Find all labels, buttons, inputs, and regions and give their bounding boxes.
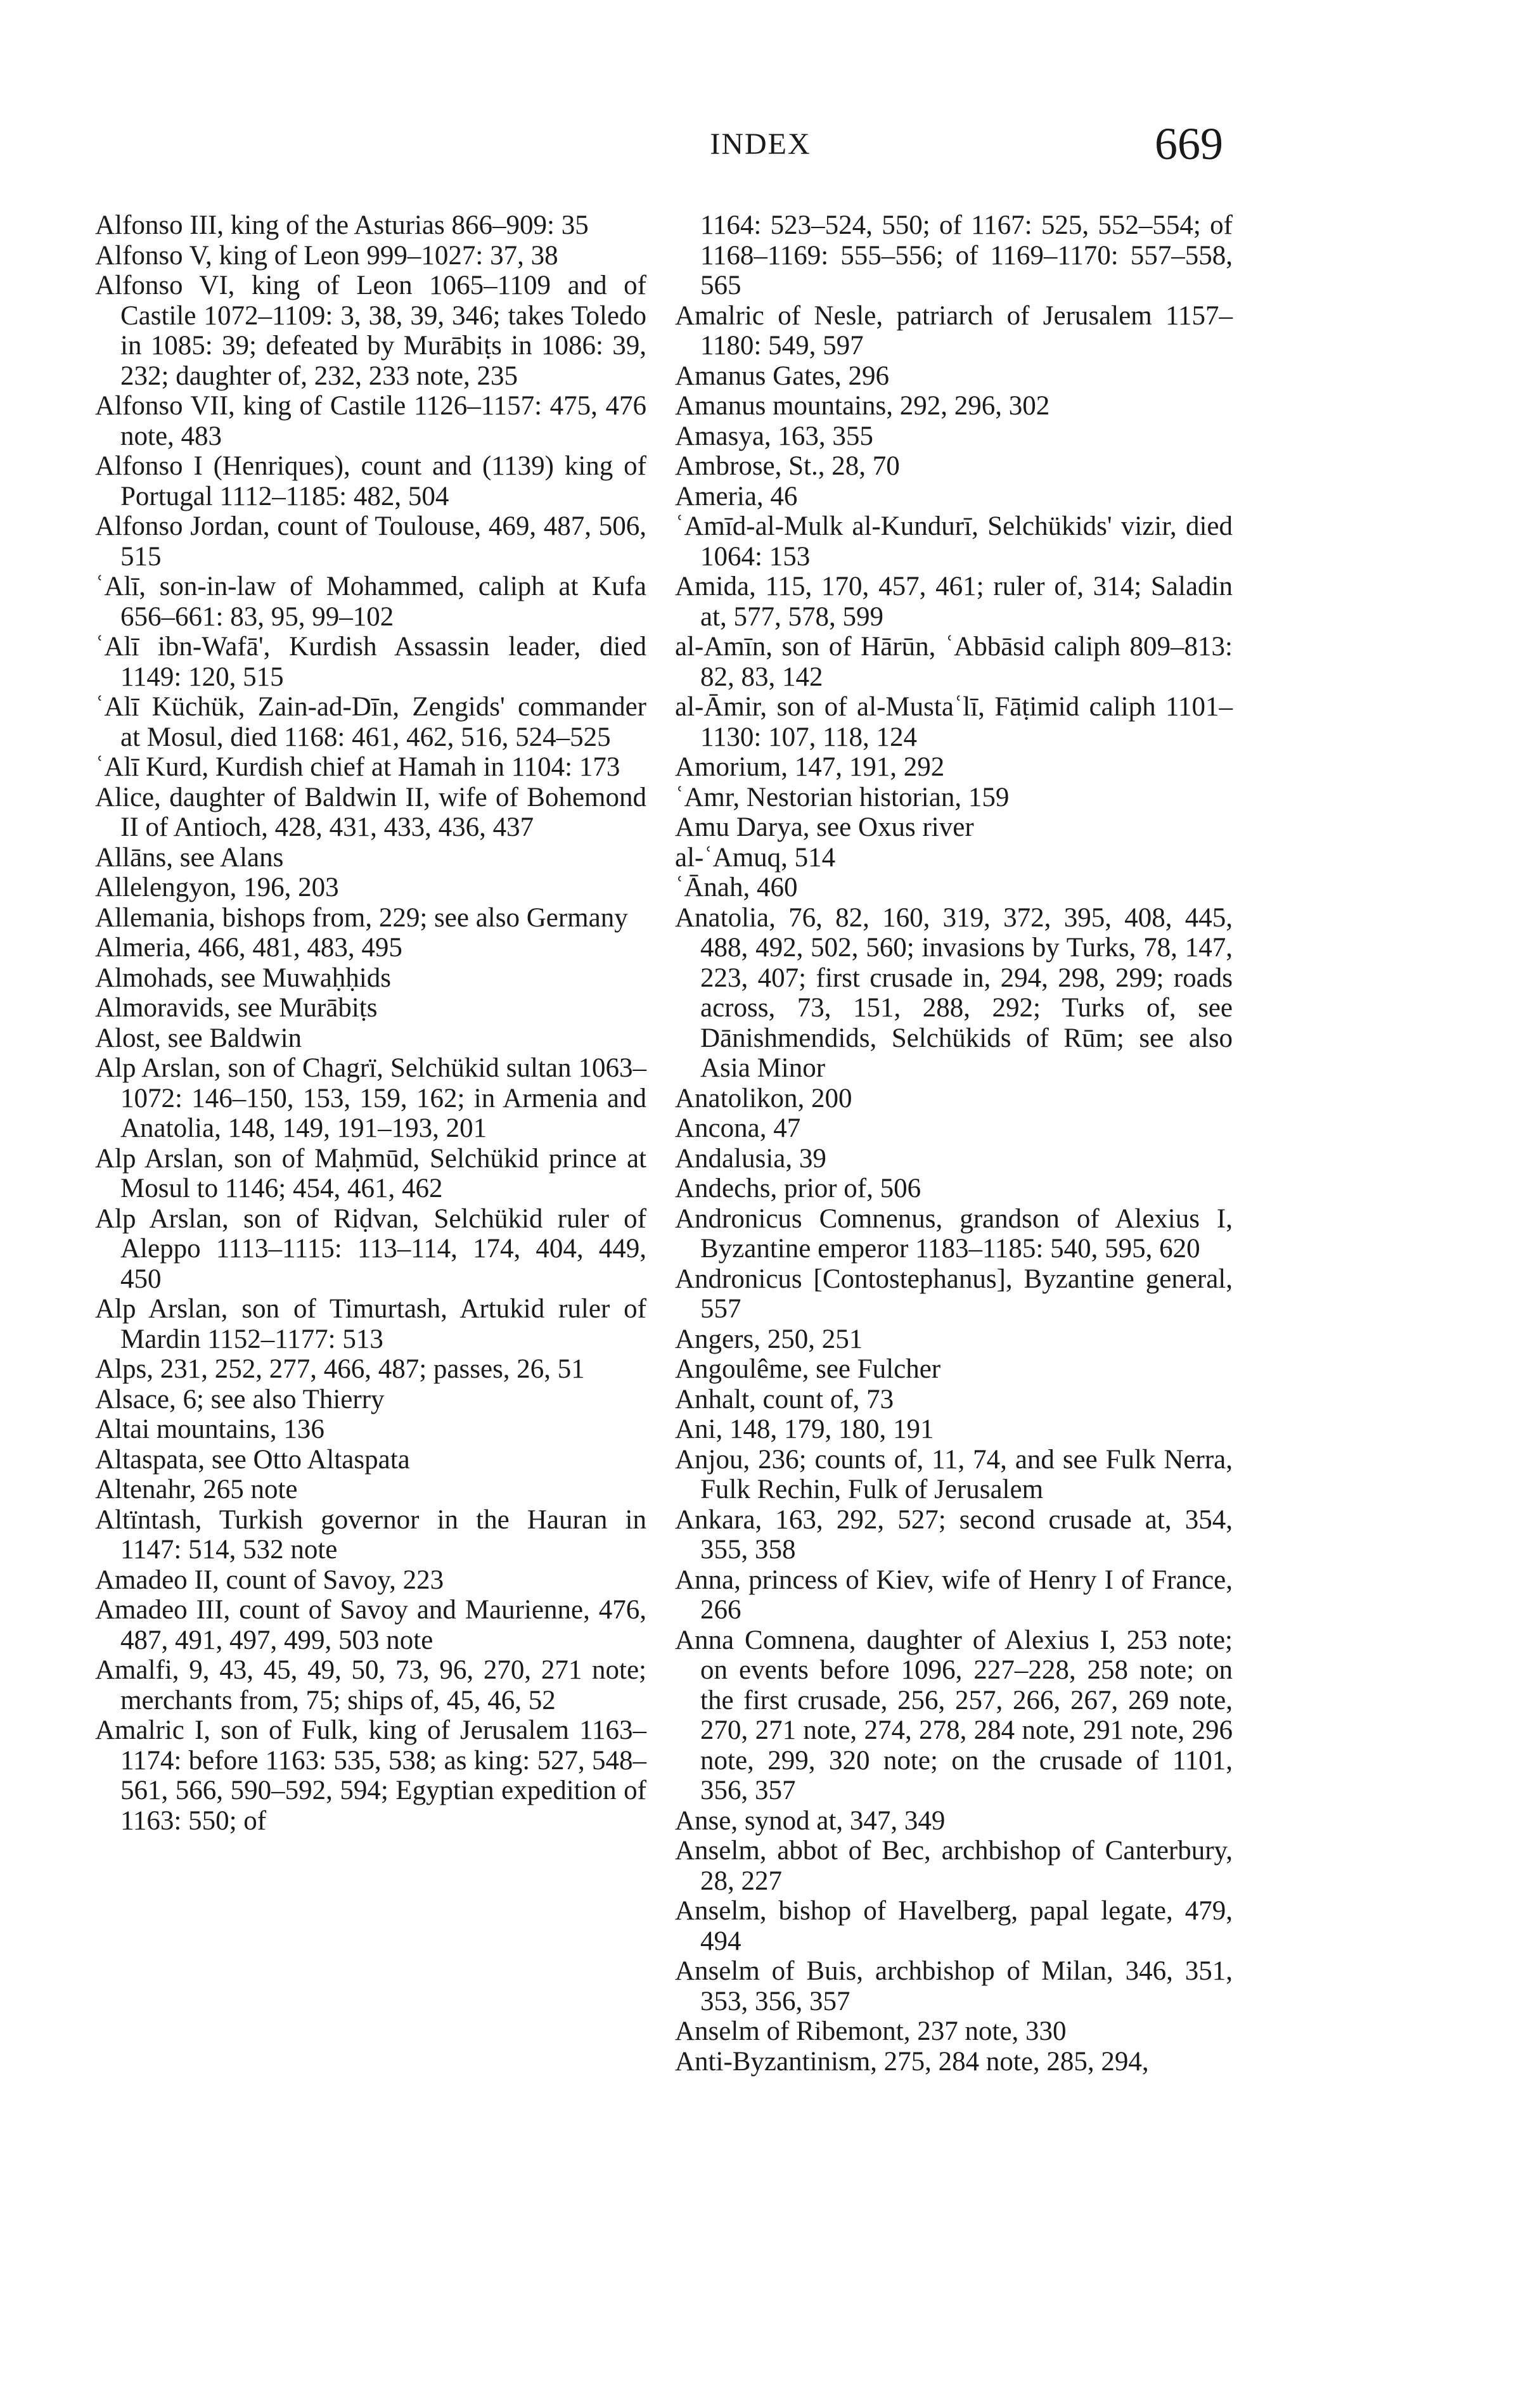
index-entry: Ani, 148, 179, 180, 191	[675, 1414, 934, 1444]
index-entry: Alfonso I (Henriques), count and (1139) king of Portugal 1112–1185: 482, 504	[95, 451, 646, 511]
index-entry: Amalric I, son of Fulk, king of Jerusalem 1163–1174: before 1163: 535, 538; as king: 527, 548–561, 566, 590–592, 594; Egyptian expedition of 1163: 550; of	[95, 1715, 646, 1836]
index-entry: Amadeo III, count of Savoy and Maurienne, 476, 487, 491, 497, 499, 503 note	[95, 1595, 646, 1655]
index-entry: ʿAmr, Nestorian historian, 159	[675, 782, 1010, 812]
index-entry: Anna, princess of Kiev, wife of Henry I of France, 266	[675, 1565, 1233, 1625]
index-entry: Almohads, see Muwaḥḥids	[95, 963, 391, 993]
index-entry: Amalric of Nesle, patriarch of Jerusalem 1157–1180: 549, 597	[675, 300, 1233, 361]
index-entry: Almoravids, see Murābiṭs	[95, 993, 378, 1023]
index-entry: Anhalt, count of, 73	[675, 1384, 894, 1414]
index-entry: Altïntash, Turkish governor in the Hauran in 1147: 514, 532 note	[95, 1504, 646, 1565]
index-entry: Alice, daughter of Baldwin II, wife of Bohemond II of Antioch, 428, 431, 433, 436, 437	[95, 782, 646, 842]
index-entry: Andalusia, 39	[675, 1143, 826, 1174]
index-entry: 1164: 523–524, 550; of 1167: 525, 552–554; of 1168–1169: 555–556; of 1169–1170: 557–558, 565	[700, 210, 1233, 300]
index-entry: Alp Arslan, son of Chagrï, Selchükid sultan 1063–1072: 146–150, 153, 159, 162; in Armenia and Anatolia, 148, 149, 191–193, 201	[95, 1053, 646, 1143]
index-entry: Amorium, 147, 191, 292	[675, 752, 945, 782]
index-entry: Alp Arslan, son of Timurtash, Artukid ruler of Mardin 1152–1177: 513	[95, 1294, 646, 1354]
index-entry: al-Āmir, son of al-Mustaʿlī, Fāṭimid caliph 1101–1130: 107, 118, 124	[675, 692, 1233, 752]
index-entry: Andronicus [Contostephanus], Byzantine general, 557	[675, 1264, 1233, 1324]
index-entry: ʿAlī ibn-Wafā', Kurdish Assassin leader, died 1149: 120, 515	[95, 632, 646, 692]
index-entry: Alsace, 6; see also Thierry	[95, 1384, 385, 1414]
index-entry: Angers, 250, 251	[675, 1324, 863, 1354]
index-entry: Andronicus Comnenus, grandson of Alexius I, Byzantine emperor 1183–1185: 540, 595, 620	[675, 1203, 1233, 1264]
index-entry: Ambrose, St., 28, 70	[675, 451, 900, 481]
index-entry: Amanus Gates, 296	[675, 361, 889, 391]
index-entry: Alfonso III, king of the Asturias 866–909: 35	[95, 210, 589, 240]
index-entry: Anselm, bishop of Havelberg, papal legate, 479, 494	[675, 1896, 1233, 1956]
index-entry: Alps, 231, 252, 277, 466, 487; passes, 26, 51	[95, 1354, 585, 1384]
index-entry: Anti-Byzantinism, 275, 284 note, 285, 294,	[675, 2046, 1149, 2077]
index-entry: Altaspata, see Otto Altaspata	[95, 1444, 410, 1475]
index-entry: al-ʿAmuq, 514	[675, 842, 836, 873]
index-entry: ʿAlī Kurd, Kurdish chief at Hamah in 1104: 173	[95, 752, 620, 782]
page-number: 669	[1155, 118, 1223, 169]
index-entry: Almeria, 466, 481, 483, 495	[95, 933, 402, 963]
index-entry: Anse, synod at, 347, 349	[675, 1805, 946, 1836]
index-entry: al-Amīn, son of Hārūn, ʿAbbāsid caliph 809–813: 82, 83, 142	[675, 632, 1233, 692]
index-entry: Alp Arslan, son of Riḍvan, Selchükid ruler of Aleppo 1113–1115: 113–114, 174, 404, 449, 450	[95, 1203, 646, 1294]
index-entry: Anatolikon, 200	[675, 1083, 852, 1113]
index-entry: Anatolia, 76, 82, 160, 319, 372, 395, 408, 445, 488, 492, 502, 560; invasions by Turks, 78, 147, 223, 407; first crusade in, 294, 298, 299; roads across, 73, 151, 288, 292; Turks of, see Dānishmendids, Selchükids of Rūm; see also Asia Minor	[675, 902, 1233, 1083]
index-column-right	[675, 210, 1233, 2077]
index-entry: Alp Arslan, son of Maḥmūd, Selchükid prince at Mosul to 1146; 454, 461, 462	[95, 1143, 646, 1203]
index-entry: Alfonso Jordan, count of Toulouse, 469, 487, 506, 515	[95, 511, 646, 572]
index-entry: Allemania, bishops from, 229; see also Germany	[95, 902, 628, 933]
index-entry: Alfonso VII, king of Castile 1126–1157: 475, 476 note, 483	[95, 391, 646, 451]
index-entry: Alfonso V, king of Leon 999–1027: 37, 38	[95, 240, 558, 271]
index-entry: Ameria, 46	[675, 481, 798, 511]
index-entry: Amanus mountains, 292, 296, 302	[675, 391, 1050, 421]
index-entry: Anselm of Ribemont, 237 note, 330	[675, 2016, 1067, 2046]
running-header: INDEX	[710, 127, 811, 161]
index-entry: Altai mountains, 136	[95, 1414, 324, 1444]
index-entry: ʿAlī Küchük, Zain-ad-Dīn, Zengids' commander at Mosul, died 1168: 461, 462, 516, 524–525	[95, 692, 646, 752]
index-entry: ʿAlī, son-in-law of Mohammed, caliph at Kufa 656–661: 83, 95, 99–102	[95, 572, 646, 632]
index-entry: Amasya, 163, 355	[675, 421, 873, 451]
index-entry: Allelengyon, 196, 203	[95, 873, 339, 902]
index-entry: Amalfi, 9, 43, 45, 49, 50, 73, 96, 270, 271 note; merchants from, 75; ships of, 45, 46, 52	[95, 1655, 646, 1715]
index-entry: Amadeo II, count of Savoy, 223	[95, 1565, 444, 1595]
index-entry: Anselm of Buis, archbishop of Milan, 346, 351, 353, 356, 357	[675, 1956, 1233, 2016]
index-entry: Angoulême, see Fulcher	[675, 1354, 941, 1384]
index-entry: Ankara, 163, 292, 527; second crusade at, 354, 355, 358	[675, 1504, 1233, 1565]
index-entry: Ancona, 47	[675, 1113, 801, 1143]
index-entry: Andechs, prior of, 506	[675, 1174, 921, 1203]
index-entry: Alfonso VI, king of Leon 1065–1109 and of Castile 1072–1109: 3, 38, 39, 346; takes Toledo in 1085: 39; defeated by Murābiṭs in 1086: 39, 232; daughter of, 232, 233 note, 235	[95, 271, 646, 391]
index-entry: Altenahr, 265 note	[95, 1475, 298, 1504]
index-entry: Allāns, see Alans	[95, 842, 284, 873]
index-entry: Amu Darya, see Oxus river	[675, 812, 974, 842]
index-entry: Alost, see Baldwin	[95, 1023, 302, 1053]
index-entry: Anna Comnena, daughter of Alexius I, 253 note; on events before 1096, 227–228, 258 note; on the first crusade, 256, 257, 266, 267, 269 note, 270, 271 note, 274, 278, 284 note, 291 note, 296 note, 299, 320 note; on the crusade of 1101, 356, 357	[675, 1625, 1233, 1805]
index-entry: Anselm, abbot of Bec, archbishop of Canterbury, 28, 227	[675, 1836, 1233, 1896]
index-entry: Amida, 115, 170, 457, 461; ruler of, 314; Saladin at, 577, 578, 599	[675, 572, 1233, 632]
index-column-left	[95, 210, 646, 1836]
index-entry: Anjou, 236; counts of, 11, 74, and see Fulk Nerra, Fulk Rechin, Fulk of Jerusalem	[675, 1444, 1233, 1504]
index-entry: ʿAmīd-al-Mulk al-Kundurī, Selchükids' vizir, died 1064: 153	[675, 511, 1233, 572]
index-entry: ʿĀnah, 460	[675, 873, 798, 902]
